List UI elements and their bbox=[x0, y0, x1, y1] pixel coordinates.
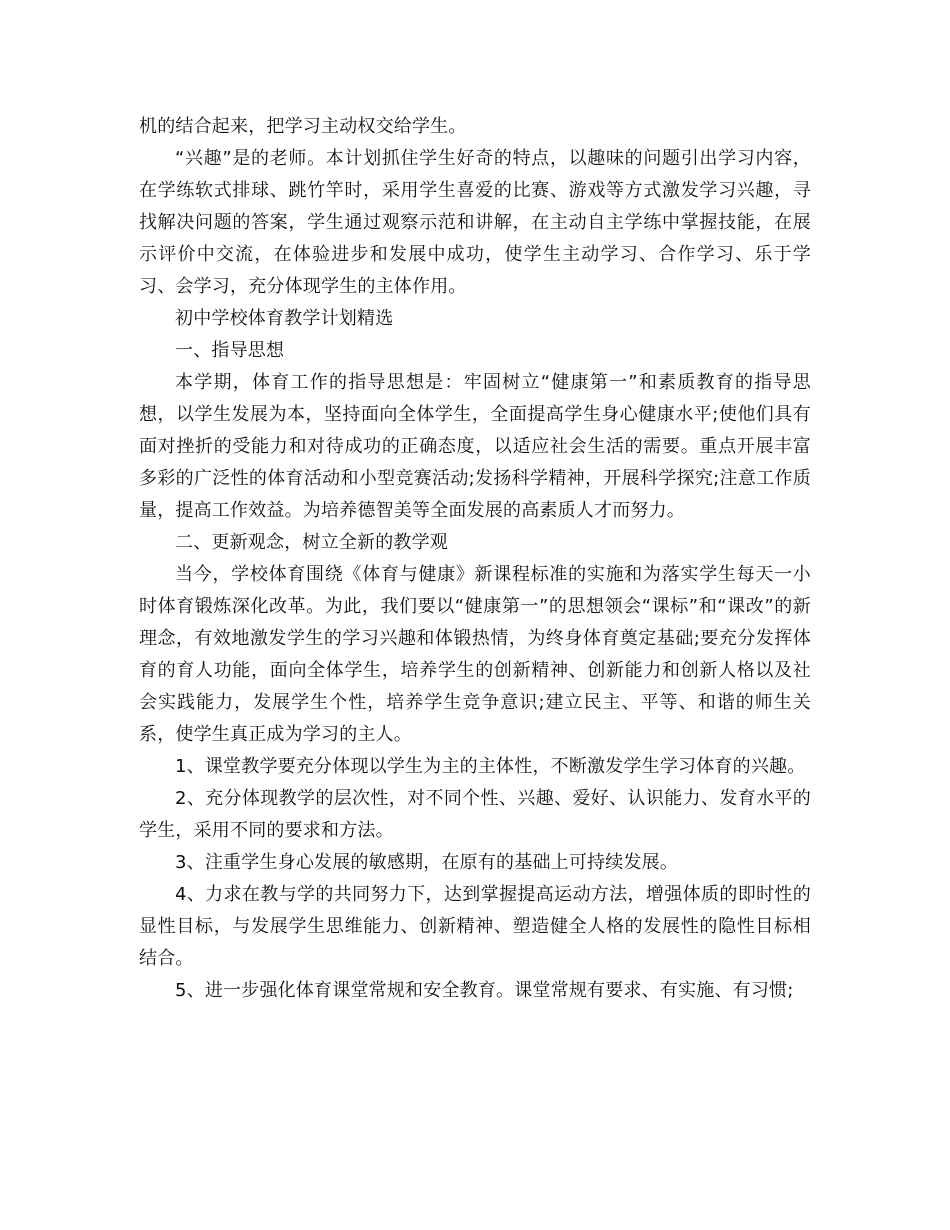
list-item-2: 2、充分体现教学的层次性，对不同个性、兴趣、爱好、认识能力、发育水平的学生，采用不同的要求和方法。 bbox=[139, 788, 811, 841]
list-item-4: 4、力求在教与学的共同努力下，达到掌握提高运动方法，增强体质的即时性的显性目标，与发展学生思维能力、创新精神、塑造健全人格的发展性的隐性目标相结合。 bbox=[139, 884, 811, 969]
paragraph-interest: “兴趣”是的老师。本计划抓住学生好奇的特点，以趣味的问题引出学习内容，在学练软式排球、跳竹竿时，采用学生喜爱的比赛、游戏等方式激发学习兴趣，寻找解决问题的答案，学生通过观察示范和讲解，在主动自主学练中掌握技能，在展示评价中交流，在体验进步和发展中成功，使学生主动学习、合作学习、乐于学习、会学习，充分体现学生的主体作用。 bbox=[139, 148, 811, 297]
list-item-1: 1、课堂教学要充分体现以学生为主的主体性，不断激发学生学习体育的兴趣。 bbox=[175, 756, 806, 777]
paragraph-continuation: 机的结合起来，把学习主动权交给学生。 bbox=[139, 116, 467, 137]
heading-new-concept: 二、更新观念，树立全新的教学观 bbox=[175, 532, 448, 553]
heading-guiding-thought: 一、指导思想 bbox=[175, 340, 285, 361]
list-item-5: 5、进一步强化体育课堂常规和安全教育。课堂常规有要求、有实施、有习惯; bbox=[175, 980, 794, 1001]
list-item-3: 3、注重学生身心发展的敏感期，在原有的基础上可持续发展。 bbox=[175, 852, 679, 873]
document-body bbox=[139, 111, 811, 1007]
section-title: 初中学校体育教学计划精选 bbox=[175, 308, 394, 329]
paragraph-guiding-thought: 本学期，体育工作的指导思想是：牢固树立“健康第一”和素质教育的指导思想，以学生发展为本，坚持面向全体学生，全面提高学生身心健康水平;使他们具有面对挫折的受能力和对待成功的正确态度，以适应社会生活的需要。重点开展丰富多彩的广泛性的体育活动和小型竞赛活动;发扬科学精神，开展科学探究;注意工作质量，提高工作效益。为培养德智美等全面发展的高素质人才而努力。 bbox=[139, 372, 811, 521]
paragraph-new-concept: 当今，学校体育围绕《体育与健康》新课程标准的实施和为落实学生每天一小时体育锻炼深化改革。为此，我们要以“健康第一”的思想领会“课标”和“课改”的新理念，有效地激发学生的学习兴趣和体锻热情，为终身体育奠定基础;要充分发挥体育的育人功能，面向全体学生，培养学生的创新精神、创新能力和创新人格以及社会实践能力，发展学生个性，培养学生竞争意识;建立民主、平等、和谐的师生关系，使学生真正成为学习的主人。 bbox=[139, 564, 811, 745]
